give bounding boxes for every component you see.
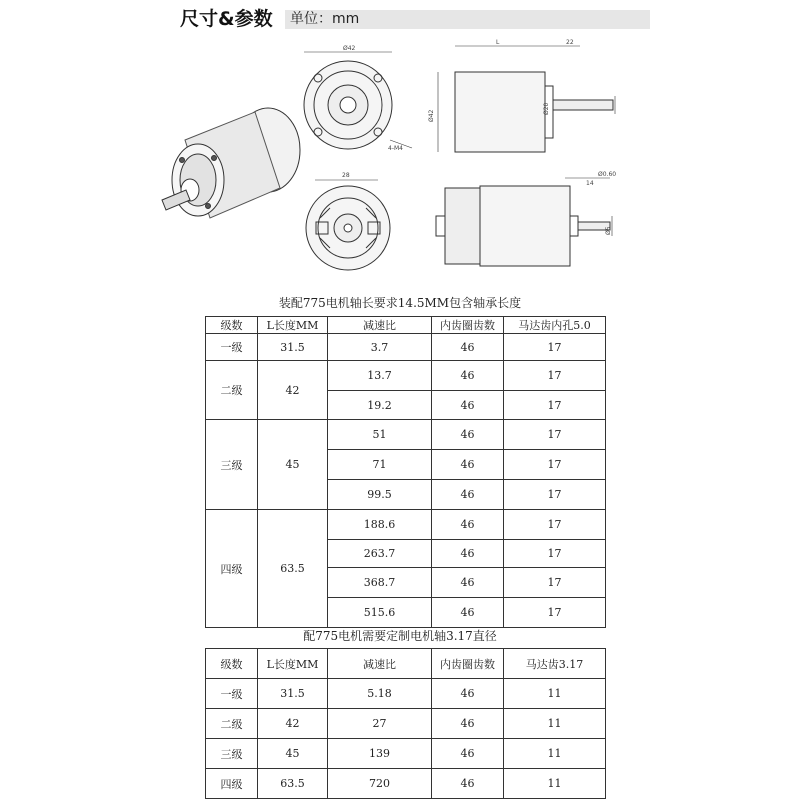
ratio-cell: 5.18 — [328, 679, 432, 709]
ratio-cell: 515.6 — [328, 598, 432, 628]
page-header — [150, 6, 650, 32]
teeth-cell: 46 — [432, 450, 504, 480]
ratio-cell: 51 — [328, 420, 432, 450]
length-cell: 42 — [258, 361, 328, 420]
teeth-cell: 46 — [432, 568, 504, 598]
motor-cell: 11 — [504, 679, 606, 709]
table-header-row — [206, 317, 606, 334]
teeth-cell: 46 — [432, 739, 504, 769]
col-stage-header: 级数 — [206, 317, 258, 334]
motor-cell: 17 — [504, 510, 606, 540]
teeth-cell: 46 — [432, 598, 504, 628]
motor-cell: 11 — [504, 739, 606, 769]
unit-label: 单位：mm — [290, 11, 360, 27]
col-teeth-header: 内齿圈齿数 — [432, 649, 504, 679]
ratio-cell: 720 — [328, 769, 432, 799]
rear-shaft-dia-label: Ø5 — [605, 226, 612, 235]
length-label: L — [496, 39, 500, 46]
table-row — [206, 769, 606, 799]
section-title: 尺寸&参数 — [180, 8, 273, 30]
motor-cell: 17 — [504, 361, 606, 391]
teeth-cell: 46 — [432, 540, 504, 568]
length-cell: 31.5 — [258, 334, 328, 361]
teeth-cell: 46 — [432, 709, 504, 739]
length-cell: 42 — [258, 709, 328, 739]
teeth-cell: 46 — [432, 361, 504, 391]
stage-cell: 四级 — [206, 769, 258, 799]
motor-cell: 17 — [504, 540, 606, 568]
col-teeth-header: 内齿圈齿数 — [432, 317, 504, 334]
table-header-row — [206, 649, 606, 679]
front-dia-label: Ø42 — [343, 45, 356, 52]
ratio-cell: 13.7 — [328, 361, 432, 391]
stage-cell: 四级 — [206, 510, 258, 628]
rear-14-label: 14 — [586, 180, 594, 187]
motor-cell: 17 — [504, 568, 606, 598]
table-row — [206, 739, 606, 769]
spec-table-775-5mm — [205, 316, 606, 628]
teeth-cell: 46 — [432, 334, 504, 361]
dimension-drawing — [150, 30, 650, 290]
pilot-dia-label: Ø20 — [543, 102, 550, 115]
length-cell: 45 — [258, 420, 328, 510]
table-row — [206, 510, 606, 540]
isometric-motor-view — [162, 108, 300, 218]
ratio-cell: 19.2 — [328, 391, 432, 420]
length-cell: 31.5 — [258, 679, 328, 709]
teeth-cell: 46 — [432, 510, 504, 540]
table1-caption: 装配775电机轴长要求14.5MM包含轴承长度 — [278, 296, 522, 310]
ratio-cell: 188.6 — [328, 510, 432, 540]
stage-cell: 二级 — [206, 709, 258, 739]
body-dia-label: Ø42 — [428, 109, 435, 122]
length-cell: 63.5 — [258, 769, 328, 799]
stage-cell: 一级 — [206, 334, 258, 361]
side-view — [438, 46, 615, 152]
rear-width-label: 28 — [342, 172, 350, 179]
motor-cell: 17 — [504, 450, 606, 480]
table2-caption: 配775电机需要定制电机轴3.17直径 — [303, 629, 497, 643]
table-row — [206, 334, 606, 361]
stage-cell: 三级 — [206, 739, 258, 769]
teeth-cell: 46 — [432, 480, 504, 510]
teeth-cell: 46 — [432, 679, 504, 709]
spec-table-775-317mm — [205, 648, 606, 799]
motor-cell: 11 — [504, 769, 606, 799]
motor-cell: 17 — [504, 391, 606, 420]
stage-cell: 二级 — [206, 361, 258, 420]
length-cell: 45 — [258, 739, 328, 769]
motor-cell: 17 — [504, 334, 606, 361]
rear-side-view — [436, 178, 612, 266]
hole-spec-label: 4-M4 — [388, 145, 403, 152]
ratio-cell: 263.7 — [328, 540, 432, 568]
terminal-gap-label: Ø0.60 — [598, 171, 617, 178]
motor-cell: 17 — [504, 598, 606, 628]
col-motor-header: 马达齿3.17 — [504, 649, 606, 679]
ratio-cell: 368.7 — [328, 568, 432, 598]
table-row — [206, 679, 606, 709]
ratio-cell: 71 — [328, 450, 432, 480]
ratio-cell: 3.7 — [328, 334, 432, 361]
motor-cell: 17 — [504, 480, 606, 510]
col-stage-header: 级数 — [206, 649, 258, 679]
col-ratio-header: 减速比 — [328, 317, 432, 334]
table-row — [206, 709, 606, 739]
col-length-header: L长度MM — [258, 649, 328, 679]
front-view — [304, 52, 412, 149]
table-row — [206, 420, 606, 450]
table-row — [206, 361, 606, 391]
shaft-length-label: 22 — [566, 39, 574, 46]
rear-view — [306, 180, 390, 270]
stage-cell: 一级 — [206, 679, 258, 709]
stage-cell: 三级 — [206, 420, 258, 510]
teeth-cell: 46 — [432, 391, 504, 420]
ratio-cell: 27 — [328, 709, 432, 739]
motor-cell: 11 — [504, 709, 606, 739]
col-length-header: L长度MM — [258, 317, 328, 334]
col-motor-header: 马达齿内孔5.0 — [504, 317, 606, 334]
length-cell: 63.5 — [258, 510, 328, 628]
teeth-cell: 46 — [432, 420, 504, 450]
ratio-cell: 99.5 — [328, 480, 432, 510]
col-ratio-header: 减速比 — [328, 649, 432, 679]
teeth-cell: 46 — [432, 769, 504, 799]
ratio-cell: 139 — [328, 739, 432, 769]
motor-cell: 17 — [504, 420, 606, 450]
